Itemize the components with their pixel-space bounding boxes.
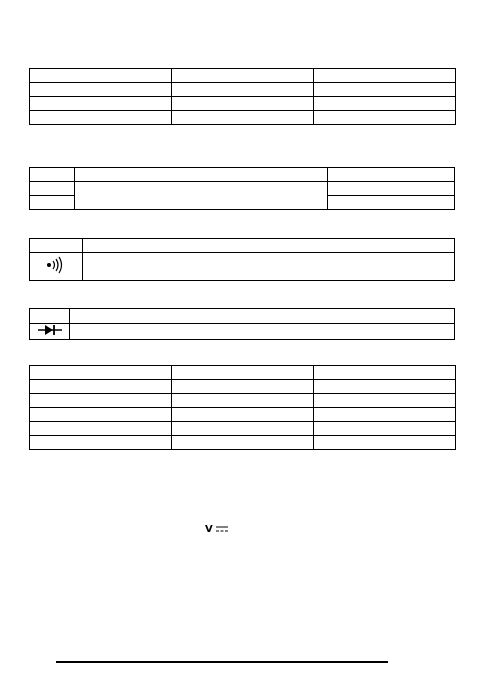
table-row bbox=[30, 324, 455, 340]
table-row bbox=[30, 309, 455, 324]
dc-voltage-letter: V bbox=[205, 524, 213, 535]
range-table-3 bbox=[29, 365, 456, 450]
diode-table bbox=[29, 308, 455, 340]
table-row bbox=[30, 380, 456, 394]
table-row bbox=[30, 253, 455, 281]
range-table-1 bbox=[29, 68, 456, 125]
table-row bbox=[30, 422, 456, 436]
dc-voltage-symbol bbox=[205, 524, 228, 535]
continuity-table bbox=[29, 238, 455, 281]
table-row bbox=[30, 436, 456, 450]
table-row bbox=[30, 168, 455, 182]
range-table-2 bbox=[29, 167, 455, 210]
table-row bbox=[30, 69, 456, 83]
table-row bbox=[30, 408, 456, 422]
table-row bbox=[30, 97, 456, 111]
table-row bbox=[30, 366, 456, 380]
table-row bbox=[30, 394, 456, 408]
table-row bbox=[30, 83, 456, 97]
dc-symbol-icon bbox=[216, 525, 228, 533]
table-row bbox=[30, 182, 455, 196]
continuity-beep-icon bbox=[44, 253, 68, 277]
diode-icon bbox=[37, 324, 63, 336]
table-row bbox=[30, 111, 456, 125]
table-row bbox=[30, 239, 455, 253]
footer-divider bbox=[56, 661, 388, 663]
